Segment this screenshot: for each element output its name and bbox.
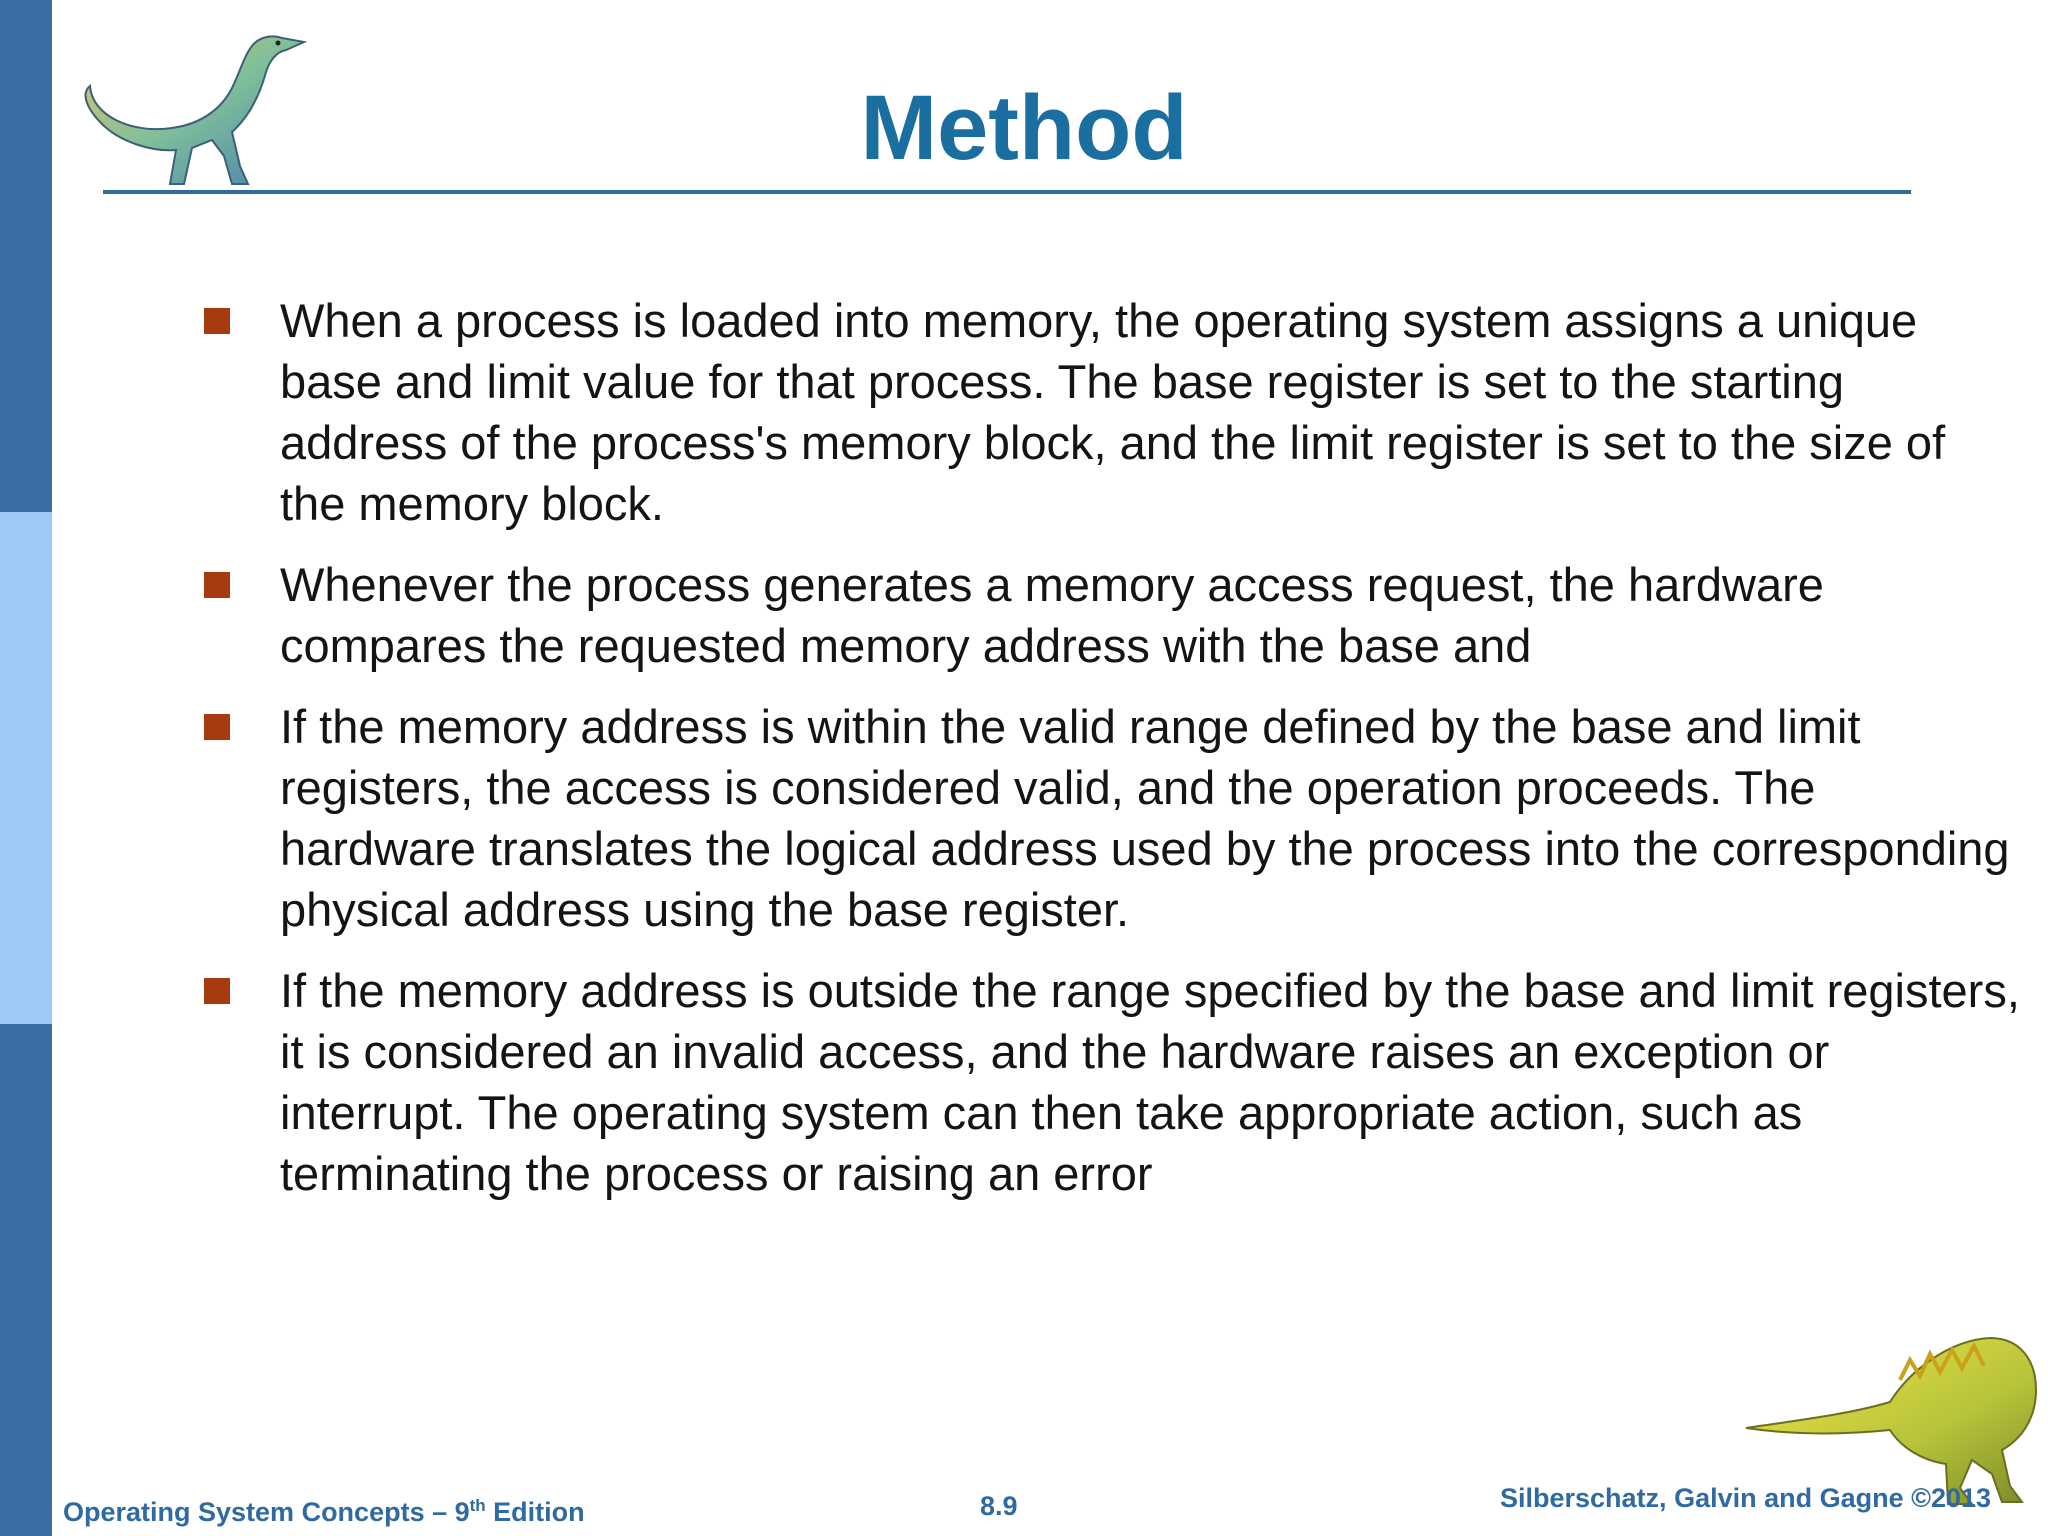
square-bullet-icon bbox=[204, 308, 230, 334]
bullet-item bbox=[200, 290, 2020, 534]
footer-authors: Silberschatz, Galvin and Gagne ©2013 bbox=[1500, 1483, 1992, 1513]
side-bar-bottom bbox=[0, 1024, 52, 1536]
title-divider bbox=[103, 190, 1911, 194]
square-bullet-icon bbox=[204, 714, 230, 740]
bullet-text: If the memory address is outside the range specified by the base and limit registers, it is considered an invalid access, and the hardware raises an exception or interrupt. The operating system can then take appropriate action, such as terminating the process or raising an error bbox=[280, 964, 2020, 1200]
bullet-text: When a process is loaded into memory, the operating system assigns a unique base and limit value for that process. The base register is set to the starting address of the process's memory block, and the limit register is set to the size of the memory block. bbox=[280, 294, 1946, 530]
footer-page-number: 8.9 bbox=[980, 1491, 1018, 1521]
bullet-list bbox=[200, 290, 2020, 1224]
square-bullet-icon bbox=[204, 978, 230, 1004]
bullet-text: Whenever the process generates a memory access request, the hardware compares the requested memory address with the base and bbox=[280, 558, 1824, 672]
bullet-text: If the memory address is within the valid range defined by the base and limit registers, the access is considered valid, and the operation proceeds. The hardware translates the logical address used by the process into the corresponding physical address using the base register. bbox=[280, 700, 2010, 936]
bullet-item bbox=[200, 554, 2020, 676]
footer-book-title: Operating System Concepts – 9th Edition bbox=[63, 1496, 585, 1527]
side-bar-middle bbox=[0, 512, 52, 1024]
bullet-item bbox=[200, 696, 2020, 940]
bullet-item bbox=[200, 960, 2020, 1204]
slide-title: Method bbox=[860, 77, 1188, 179]
square-bullet-icon bbox=[204, 572, 230, 598]
